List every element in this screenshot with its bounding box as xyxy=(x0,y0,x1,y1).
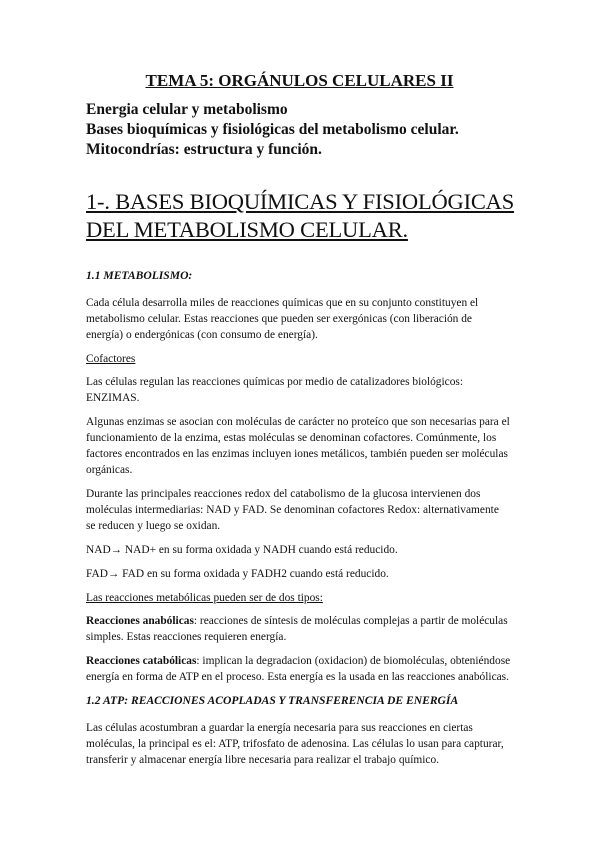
anabolicas-term: Reacciones anabólicas xyxy=(86,615,194,627)
tipos-label: Las reacciones metabólicas pueden ser de dos tipos: xyxy=(86,592,323,604)
fad-line: FAD→ FAD en su forma oxidada y FADH2 cuando está reducido. xyxy=(86,568,389,580)
paragraph-cofactores: Algunas enzimas se asocian con moléculas de carácter no proteíco que son necesarias para el funcionamiento de la enzima, estas moléculas se denominan cofactores. Comúnmente, los factores encontrados en las enzimas incluyen iones metálicos, también pueden ser moléculas orgánicas. xyxy=(86,416,510,476)
subtitle-line: Mitocondrías: estructura y función. xyxy=(86,141,322,158)
paragraph-enzimas: Las células regulan las reacciones químicas por medio de catalizadores biológicos: ENZIMAS. xyxy=(86,376,464,404)
subsection-heading-atp: 1.2 ATP: REACCIONES ACOPLADAS Y TRANSFERENCIA DE ENERGÍA xyxy=(86,694,459,707)
paragraph-atp: Las células acostumbran a guardar la energía necesaria para sus reacciones en ciertas moléculas, la principal es el: ATP, trifosfato de adenosina. Las células lo usan para capturar, transferir y almacenar energía libre necesaria para realizar el trabajo químico. xyxy=(86,722,504,766)
nad-line: NAD→ NAD+ en su forma oxidada y NADH cuando está reducido. xyxy=(86,544,398,556)
catabolicas-term: Reacciones catabólicas xyxy=(86,655,197,667)
anabolicas-text: : reacciones de síntesis de moléculas complejas a partir de moléculas simples. Estas reacciones requieren energía. xyxy=(86,615,508,643)
paragraph-metabolismo: Cada célula desarrolla miles de reacciones químicas que en su conjunto constituyen el metabolismo celular. Estas reacciones que pueden ser exergónicas (con liberación de energía) o endergónicas (con consumo de energía). xyxy=(86,297,479,341)
section-heading-line: DEL METABOLISMO CELULAR. xyxy=(86,217,408,242)
cofactores-label: Cofactores xyxy=(86,353,136,365)
subtitle-line: Bases bioquímicas y fisiológicas del metabolismo celular. xyxy=(86,121,459,138)
section-heading xyxy=(86,188,514,244)
paragraph-catabolicas xyxy=(86,653,511,685)
paragraph-redox: Durante las principales reacciones redox del catabolismo de la glucosa intervienen dos moléculas intermediarias: NAD y FAD. Se denominan cofactores Redox: alternativamente se reducen y luego se oxidan. xyxy=(86,488,499,532)
page-title: TEMA 5: ORGÁNULOS CELULARES II xyxy=(145,71,454,90)
paragraph-anabolicas xyxy=(86,613,511,645)
subsection-heading-metabolismo: 1.1 METABOLISMO: xyxy=(86,269,193,282)
document-body xyxy=(86,268,511,776)
subtitle-line: Energia celular y metabolismo xyxy=(86,101,288,118)
subtitle-block xyxy=(86,100,459,160)
catabolicas-text: : implican la degradacion (oxidacion) de biomoléculas, obteniéndose energía en forma de ATP en el proceso. Esta energía es la usada en las reacciones anabólicas. xyxy=(86,655,511,683)
section-heading-line: 1-. BASES BIOQUÍMICAS Y FISIOLÓGICAS xyxy=(86,189,515,214)
